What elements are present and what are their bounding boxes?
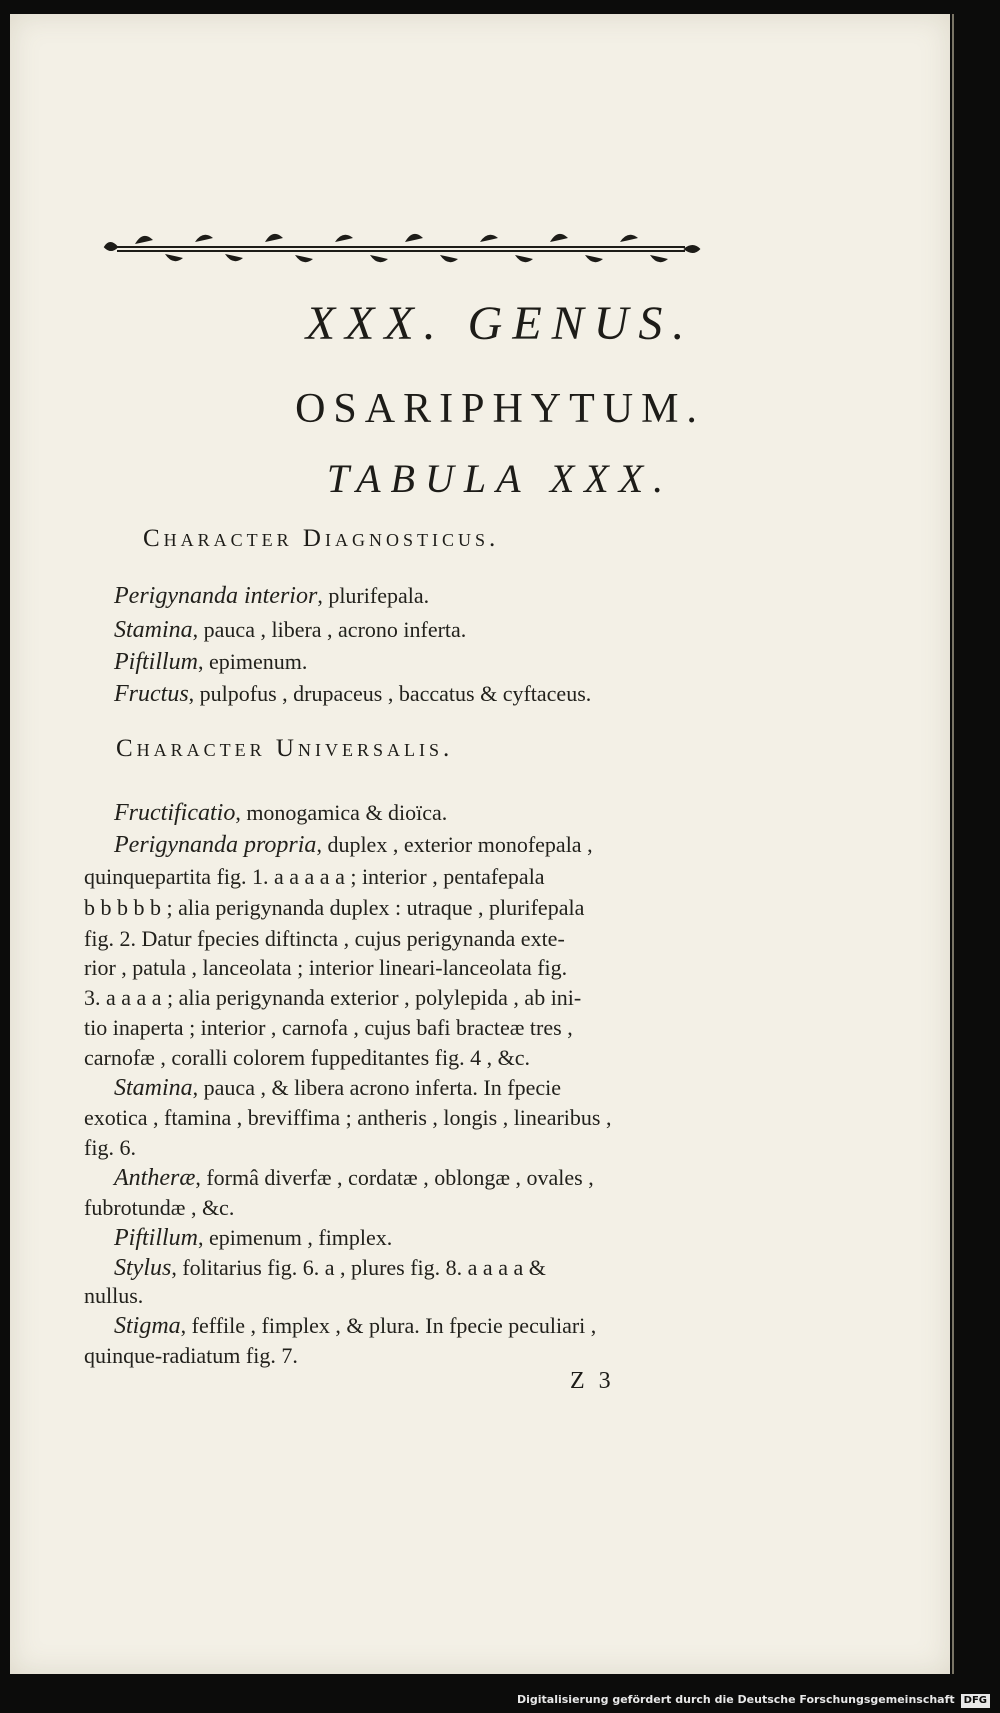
text-line: fubrotundæ , &c. [84, 1195, 235, 1220]
text-line: Antheræ, formâ diverfæ , cordatæ , oblongæ , ovales , [114, 1165, 594, 1191]
text-line: carnofæ , coralli colorem fuppeditantes fig. 4 , &c. [84, 1045, 530, 1070]
text-line: Stylus, folitarius fig. 6. a , plures fig. 8. a a a a & [114, 1255, 546, 1281]
genus-name: OSARIPHYTUM. [295, 386, 705, 432]
plate-title: TABULA XXX. [326, 456, 674, 501]
signature-mark: Z 3 [570, 1368, 615, 1394]
text-line: fig. 6. [84, 1135, 136, 1160]
text-line: fig. 2. Datur fpecies diftincta , cujus perigynanda exte- [84, 926, 565, 951]
text-line: Perigynanda propria, duplex , exterior monofepala , [114, 832, 593, 858]
text-line: 3. a a a a ; alia perigynanda exterior , polylepida , ab ini- [84, 985, 582, 1010]
text-line: nullus. [84, 1283, 144, 1308]
section-heading-diagnosticus: Character Diagnosticus. [143, 525, 500, 552]
genus-title: XXX. GENUS. [305, 297, 695, 350]
text-line: Stigma, feffile , fimplex , & plura. In fpecie peculiari , [114, 1313, 597, 1339]
text-line: tio inaperta ; interior , carnofa , cujus bafi bracteæ tres , [84, 1015, 573, 1040]
digitization-footer [0, 1687, 1000, 1713]
text-line: Piftillum, epimenum , fimplex. [114, 1225, 393, 1251]
text-line: Stamina, pauca , libera , acrono inferta. [114, 617, 467, 643]
text-line: quinque-radiatum fig. 7. [84, 1343, 298, 1368]
text-line: rior , patula , lanceolata ; interior lineari-lanceolata fig. [84, 955, 568, 980]
text-line: Piftillum, epimenum. [114, 649, 308, 675]
text-line: Fructificatio, monogamica & dioïca. [114, 800, 448, 826]
text-line: Perigynanda interior, plurifepala. [114, 583, 430, 609]
text-line: Fructus, pulpofus , drupaceus , baccatus & cyftaceus. [114, 681, 592, 707]
text-line: quinquepartita fig. 1. a a a a a ; interior , pentafepala [84, 864, 545, 889]
section-heading-universalis: Character Universalis. [116, 735, 454, 762]
text-line: Stamina, pauca , & libera acrono inferta. In fpecie [114, 1075, 561, 1101]
text-line: exotica , ftamina , breviffima ; antheris , longis , linearibus , [84, 1105, 612, 1130]
decorative-vine-border [95, 222, 705, 272]
page-edge [952, 14, 954, 1674]
text-line: b b b b b ; alia perigynanda duplex : utraque , plurifepala [84, 895, 585, 920]
footer-credit: Digitalisierung gefördert durch die Deutsche Forschungsgemeinschaft [516, 1693, 955, 1706]
dfg-logo: DFG [961, 1694, 990, 1708]
